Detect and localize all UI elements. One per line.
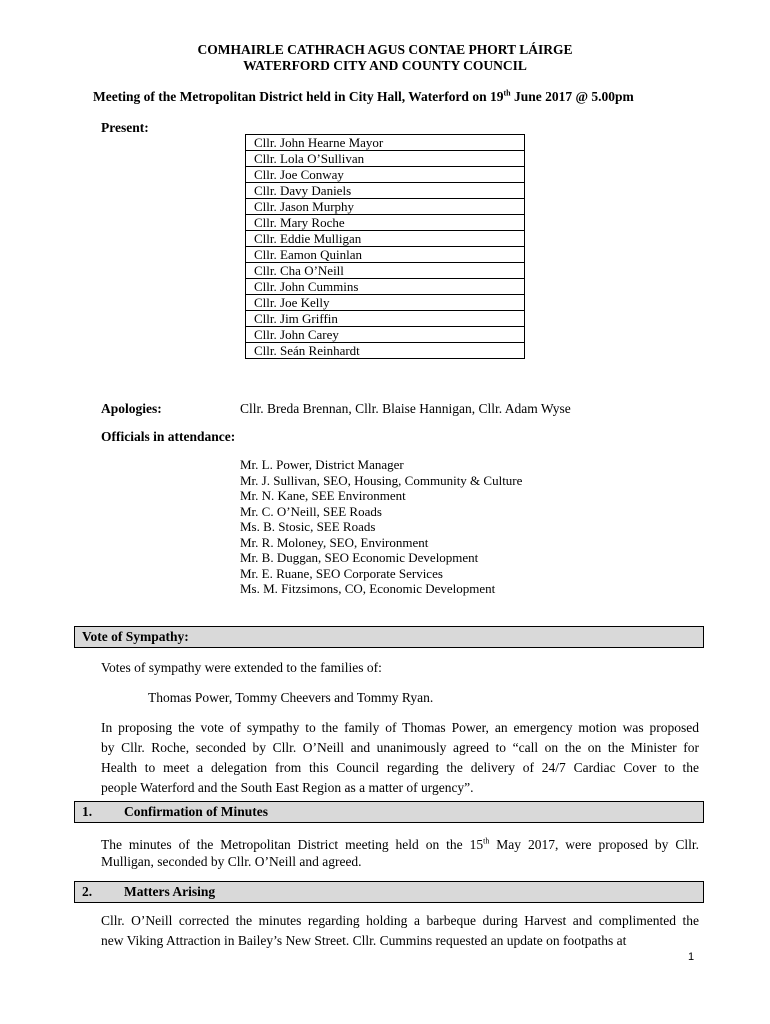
official-item: Mr. R. Moloney, SEO, Environment [240, 534, 429, 550]
paragraph-line: Cllr. O’Neill corrected the minutes regarding holding a barbeque during Harvest and complimented the [101, 913, 699, 928]
section-1-heading: Confirmation of Minutes [124, 804, 268, 819]
member-cell: Cllr. Seán Reinhardt [246, 343, 525, 359]
table-row [246, 151, 525, 167]
section-2-heading-bar [74, 881, 704, 903]
official-item: Mr. L. Power, District Manager [240, 457, 404, 472]
paragraph-line: new Viking Attraction in Bailey’s New Street. Cllr. Cummins requested an update on footpaths at [101, 933, 627, 948]
table-row [246, 135, 525, 151]
table-row [246, 231, 525, 247]
apologies-text: Cllr. Breda Brennan, Cllr. Blaise Hannigan, Cllr. Adam Wyse [240, 401, 571, 416]
council-name-irish: COMHAIRLE CATHRACH AGUS CONTAE PHORT LÁIRGE [197, 42, 573, 57]
official-item: Ms. M. Fitzsimons, CO, Economic Development [240, 581, 496, 596]
member-cell: Cllr. John Cummins [246, 279, 525, 295]
table-row [246, 167, 525, 183]
page-number: 1 [688, 951, 695, 963]
table-row [246, 183, 525, 199]
section-2-heading: Matters Arising [124, 884, 216, 899]
sympathy-intro: Votes of sympathy were extended to the families of: [101, 660, 382, 675]
official-item: Mr. J. Sullivan, SEO, Housing, Community & Culture [240, 472, 523, 488]
table-row [246, 343, 525, 359]
present-label: Present: [101, 120, 149, 135]
paragraph-line: by Cllr. Roche, seconded by Cllr. O’Neill and unanimously agreed to “call on the on the Minister for [101, 740, 699, 755]
sympathy-names: Thomas Power, Tommy Cheevers and Tommy Ryan. [148, 690, 434, 705]
table-row [246, 263, 525, 279]
member-cell: Cllr. Lola O’Sullivan [246, 151, 525, 167]
section-1-number: 1. [82, 804, 93, 819]
paragraph-line: The minutes of the Metropolitan District meeting held on the 15th May 2017, were proposed by Cllr. [101, 836, 699, 852]
officials-label: Officials in attendance: [101, 429, 236, 444]
official-item: Ms. B. Stosic, SEE Roads [240, 519, 376, 534]
present-members-table [245, 134, 525, 359]
section-2-paragraph [101, 911, 699, 951]
table-row [246, 327, 525, 343]
table-row [246, 215, 525, 231]
member-cell: Cllr. Eamon Quinlan [246, 247, 525, 263]
member-cell: Cllr. Joe Conway [246, 167, 525, 183]
sympathy-paragraph [101, 718, 699, 798]
table-row [246, 247, 525, 263]
member-cell: Cllr. John Carey [246, 327, 525, 343]
section-1-paragraph [101, 835, 699, 872]
section-2-number: 2. [82, 884, 93, 899]
paragraph-line: In proposing the vote of sympathy to the family of Thomas Power, an emergency motion was proposed [101, 720, 699, 735]
member-cell: Cllr. John Hearne Mayor [246, 135, 525, 151]
member-cell: Cllr. Joe Kelly [246, 295, 525, 311]
official-item: Mr. N. Kane, SEE Environment [240, 488, 406, 503]
member-cell: Cllr. Jason Murphy [246, 199, 525, 215]
section-1-heading-bar [74, 801, 704, 823]
paragraph-line: Mulligan, seconded by Cllr. O’Neill and agreed. [101, 854, 362, 869]
member-cell: Cllr. Cha O’Neill [246, 263, 525, 279]
sympathy-heading: Vote of Sympathy: [82, 629, 189, 644]
table-row [246, 199, 525, 215]
member-cell: Cllr. Davy Daniels [246, 183, 525, 199]
member-cell: Cllr. Eddie Mulligan [246, 231, 525, 247]
table-row [246, 295, 525, 311]
sympathy-heading-bar [74, 626, 704, 648]
table-row [246, 279, 525, 295]
official-item: Mr. B. Duggan, SEO Economic Development [240, 550, 479, 565]
official-item: Mr. C. O’Neill, SEE Roads [240, 503, 382, 519]
meeting-title: Meeting of the Metropolitan District held in City Hall, Waterford on 19th June 2017 @ 5.00pm [93, 88, 634, 104]
member-cell: Cllr. Mary Roche [246, 215, 525, 231]
member-cell: Cllr. Jim Griffin [246, 311, 525, 327]
paragraph-line: people Waterford and the South East Region as a matter of urgency”. [101, 780, 474, 795]
official-item: Mr. E. Ruane, SEO Corporate Services [240, 565, 443, 581]
table-row [246, 311, 525, 327]
apologies-label: Apologies: [101, 401, 162, 416]
council-name-english: WATERFORD CITY AND COUNTY COUNCIL [243, 58, 527, 73]
paragraph-line: Health to meet a delegation from this Council regarding the delivery of 24/7 Cardiac Cover to the [101, 760, 699, 775]
